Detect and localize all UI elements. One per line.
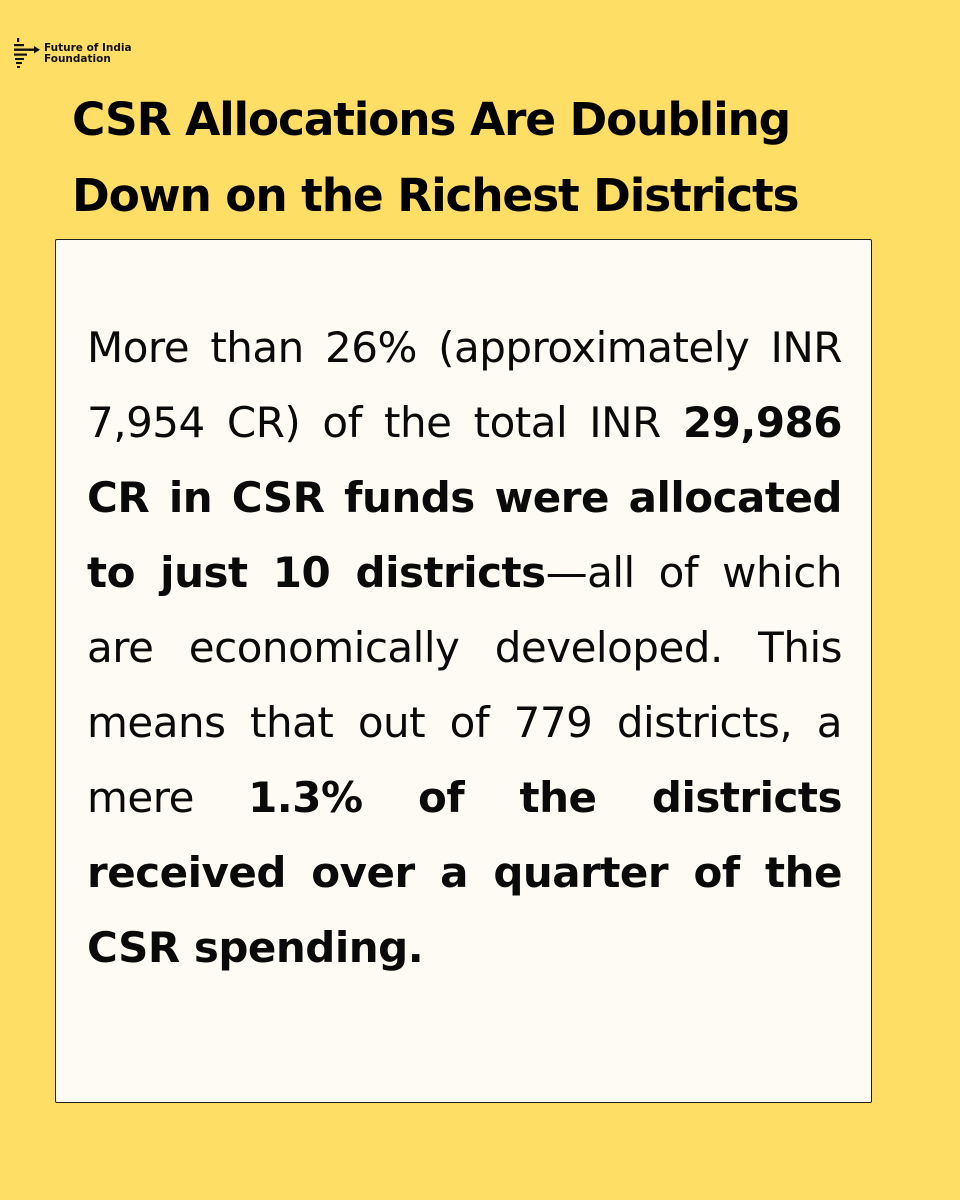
headline-line-2: Down on the Richest Districts: [72, 169, 799, 222]
headline-line-1: CSR Allocations Are Doubling: [72, 93, 791, 146]
future-of-india-logo-icon: [12, 34, 44, 74]
body-highlight-1: 29,986 CR in CSR funds were allocated to just 10 districts: [87, 398, 842, 597]
body-highlight-2: 1.3% of the districts received over a quarter of the CSR spending.: [87, 773, 842, 972]
organization-logo: [12, 34, 132, 74]
logo-line-1: Future of India: [44, 42, 132, 54]
statistic-paragraph: [87, 310, 842, 985]
body-text-1: More than 26% (approximately INR 7,954 CR) of the total INR: [87, 323, 842, 447]
logo-line-2: Foundation: [44, 53, 111, 65]
body-text-2: —all of which are economically developed. This means that out of 779 districts, a mere: [87, 548, 842, 822]
logo-wordmark: [44, 43, 132, 65]
headline: [72, 82, 932, 234]
